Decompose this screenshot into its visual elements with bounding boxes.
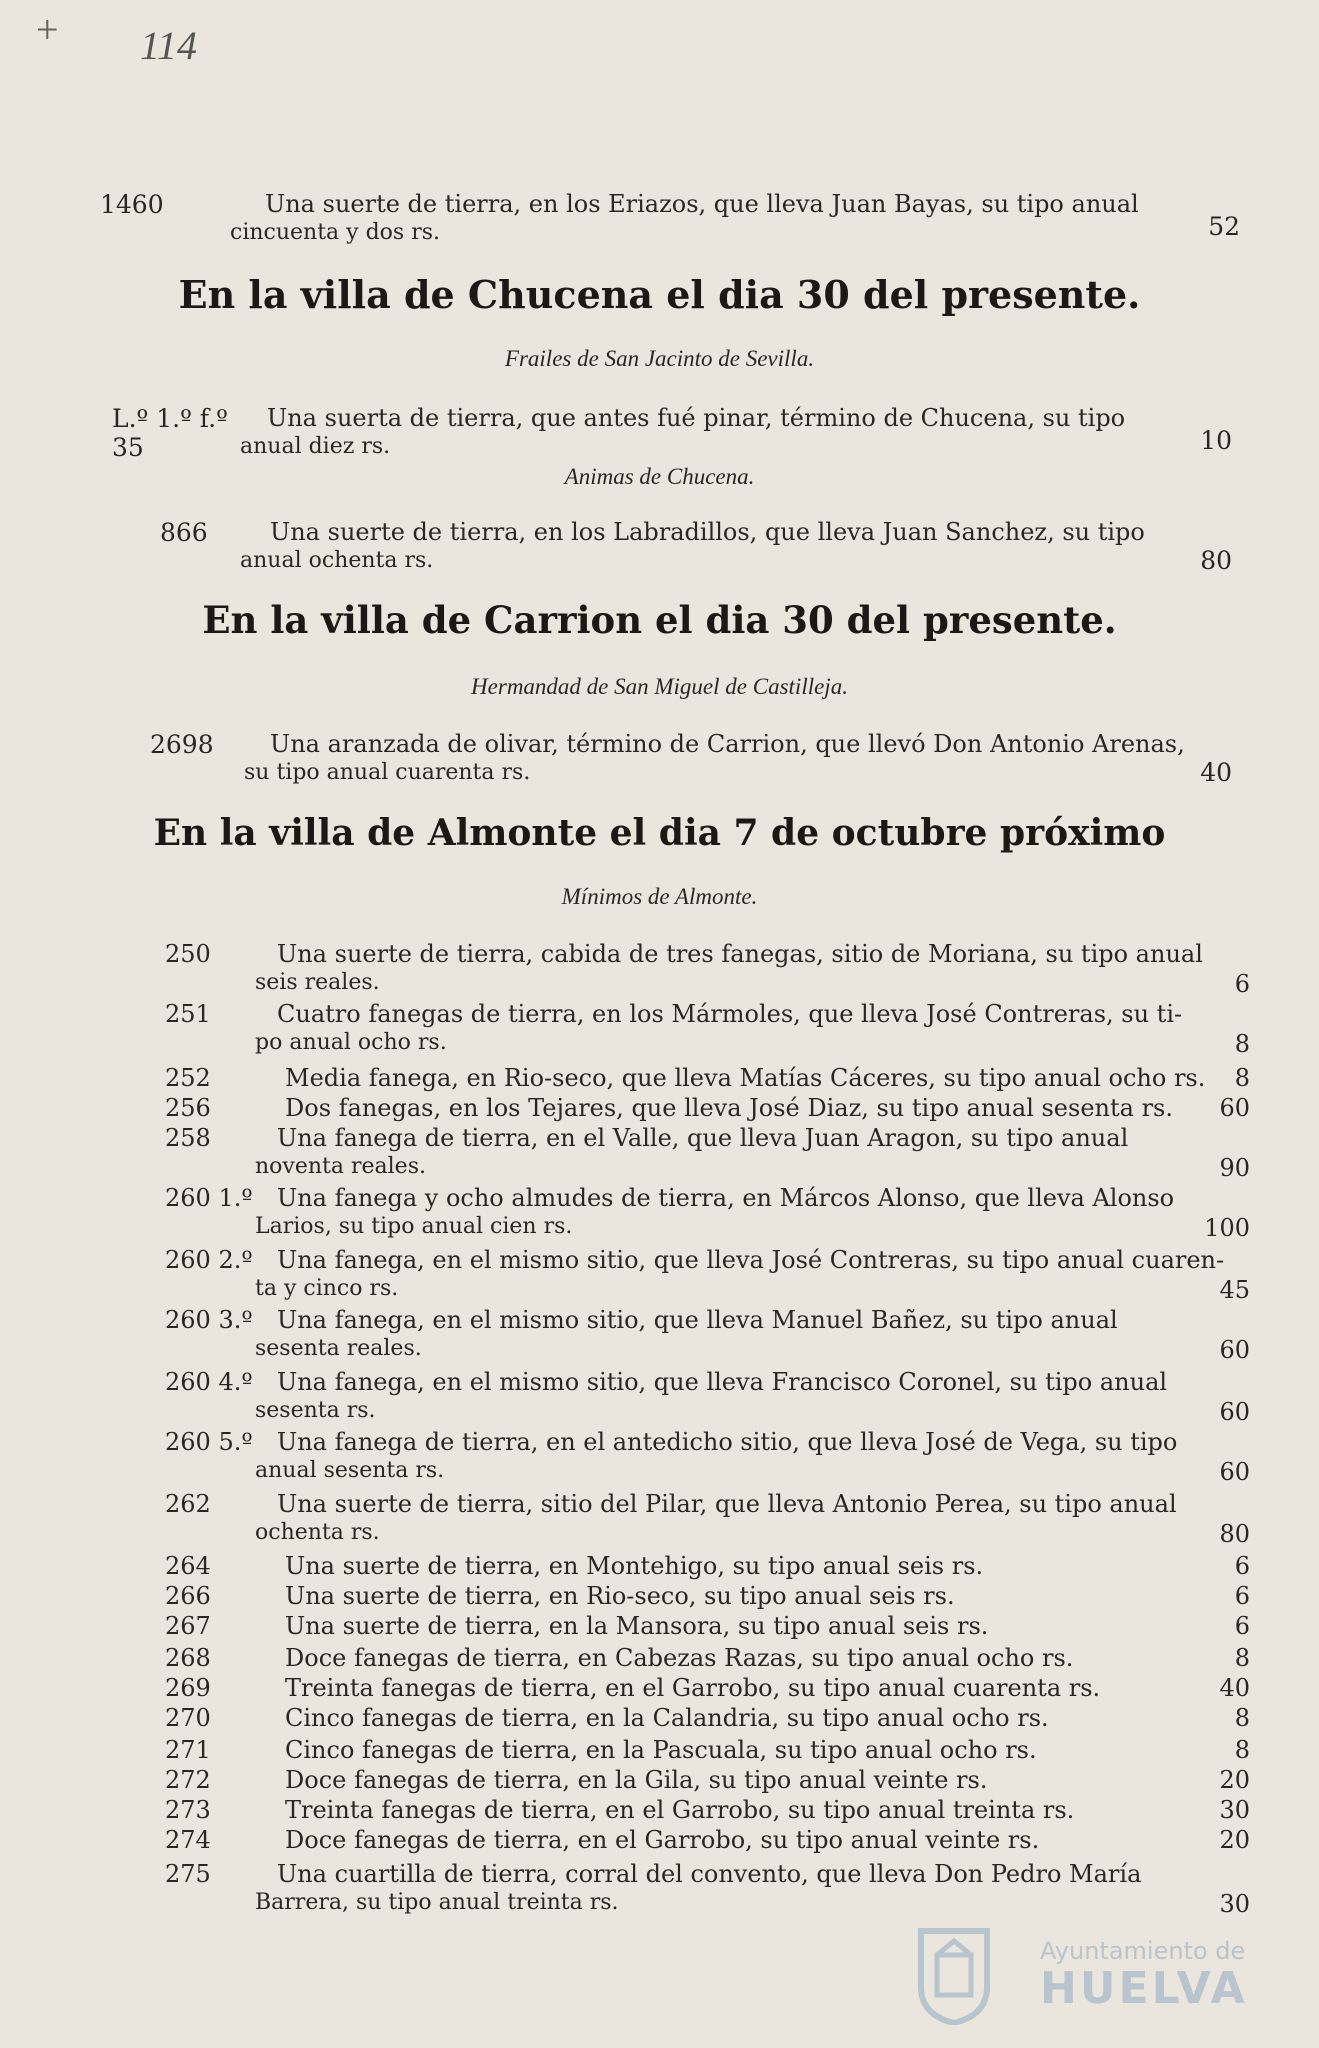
- entry-price: 40: [1219, 1674, 1250, 1702]
- entry-price: 20: [1219, 1766, 1250, 1794]
- entry-line: Una aranzada de olivar, término de Carrion, que llevó Don Antonio Arenas,: [270, 730, 1185, 758]
- list-item: [112, 518, 1232, 576]
- entry-line: Una suerte de tierra, en Montehigo, su tipo anual seis rs.: [285, 1552, 984, 1580]
- entry-line: Una fanega, en el mismo sitio, que lleva Francisco Coronel, su tipo anual: [277, 1368, 1168, 1396]
- entry-line: Doce fanegas de tierra, en el Garrobo, su tipo anual veinte rs.: [285, 1826, 1040, 1854]
- list-item: [165, 1644, 1250, 1674]
- entry-number: 1460: [100, 190, 164, 219]
- list-item: [165, 1184, 1250, 1244]
- entry-line-continued: cincuenta y dos rs.: [230, 220, 440, 245]
- entry-price: 6: [1234, 1612, 1250, 1640]
- entry-line-continued: Larios, su tipo anual cien rs.: [255, 1214, 573, 1239]
- watermark: [915, 1915, 1275, 2035]
- entry-price: 8: [1234, 1704, 1250, 1732]
- entry-price: 8: [1234, 1644, 1250, 1672]
- entry-price: 10: [1200, 426, 1232, 455]
- entry-line: Una suerte de tierra, en los Eriazos, que lleva Juan Bayas, su tipo anual: [265, 190, 1139, 218]
- list-item: [165, 1860, 1250, 1920]
- entry-price: 60: [1219, 1398, 1250, 1426]
- entry-line: Una suerte de tierra, sitio del Pilar, que lleva Antonio Perea, su tipo anual: [277, 1490, 1177, 1518]
- entry-price: 40: [1200, 758, 1232, 787]
- section-subheading: Hermandad de San Miguel de Castilleja.: [471, 674, 848, 699]
- entry-number: 260 3.º: [165, 1306, 253, 1334]
- entry-number: 251: [165, 1000, 211, 1028]
- entry-line-continued: noventa reales.: [255, 1154, 426, 1179]
- entry-line-continued: anual sesenta rs.: [255, 1458, 445, 1483]
- entry-line: Doce fanegas de tierra, en la Gila, su tipo anual veinte rs.: [285, 1766, 988, 1794]
- entry-price: 30: [1219, 1796, 1250, 1824]
- entry-line-continued: po anual ocho rs.: [255, 1030, 447, 1055]
- list-item: [100, 190, 1240, 250]
- entry-price: 90: [1219, 1154, 1250, 1182]
- entry-line-continued: sesenta reales.: [255, 1336, 422, 1361]
- list-item: [165, 1552, 1250, 1582]
- entry-price: 60: [1219, 1094, 1250, 1122]
- entry-line-continued: ochenta rs.: [255, 1520, 380, 1545]
- entry-price: 60: [1219, 1458, 1250, 1486]
- entry-number: 252: [165, 1064, 211, 1092]
- entry-number: 268: [165, 1644, 211, 1672]
- entry-price: 45: [1219, 1276, 1250, 1304]
- watermark-line1: Ayuntamiento de: [1040, 1937, 1246, 1965]
- section-heading-carrion: En la villa de Carrion el dia 30 del presente.: [202, 598, 1117, 642]
- entry-line: Una suerte de tierra, en Rio-seco, su tipo anual seis rs.: [285, 1582, 955, 1610]
- section-heading-chucena: En la villa de Chucena el dia 30 del presente.: [178, 272, 1141, 317]
- entry-number: 271: [165, 1736, 211, 1764]
- section-subheading: Mínimos de Almonte.: [561, 884, 758, 909]
- city-shield-icon: [915, 1925, 993, 2025]
- list-item: [165, 1490, 1250, 1550]
- entry-line: Una fanega de tierra, en el antedicho sitio, que lleva José de Vega, su tipo: [277, 1428, 1178, 1456]
- entry-number: 264: [165, 1552, 211, 1580]
- entry-price: 30: [1219, 1890, 1250, 1918]
- list-item: [165, 1428, 1250, 1488]
- entry-price: 6: [1234, 970, 1250, 998]
- list-item: [165, 1094, 1250, 1124]
- entry-price: 20: [1219, 1826, 1250, 1854]
- list-item: [165, 1306, 1250, 1366]
- entry-number: 272: [165, 1766, 211, 1794]
- list-item: [165, 1000, 1250, 1060]
- entry-price: 100: [1204, 1214, 1250, 1242]
- entry-price: 6: [1234, 1582, 1250, 1610]
- entry-line-continued: sesenta rs.: [255, 1398, 376, 1423]
- entry-line: Dos fanegas, en los Tejares, que lleva José Diaz, su tipo anual sesenta rs.: [285, 1094, 1173, 1122]
- entry-number: 256: [165, 1094, 211, 1122]
- entry-line-continued: ta y cinco rs.: [255, 1276, 399, 1301]
- list-item: [165, 1736, 1250, 1766]
- list-item: [165, 1368, 1250, 1428]
- entry-number: 269: [165, 1674, 211, 1702]
- entry-line: Treinta fanegas de tierra, en el Garrobo, su tipo anual treinta rs.: [285, 1796, 1075, 1824]
- list-item: [165, 1674, 1250, 1704]
- entry-number: 273: [165, 1796, 211, 1824]
- list-item: [112, 730, 1232, 788]
- entry-price: 80: [1200, 546, 1232, 575]
- entry-number: 274: [165, 1826, 211, 1854]
- entry-price: 52: [1208, 212, 1240, 241]
- corner-mark: +: [36, 7, 59, 52]
- section-heading-almonte: En la villa de Almonte el dia 7 de octubre próximo: [153, 812, 1166, 854]
- entry-line-continued: su tipo anual cuarenta rs.: [244, 760, 531, 785]
- watermark-line2: HUELVA: [1040, 1963, 1248, 2014]
- entry-number: 258: [165, 1124, 211, 1152]
- section-subheading: Animas de Chucena.: [564, 464, 755, 489]
- entry-price: 6: [1234, 1552, 1250, 1580]
- entry-line: Cuatro fanegas de tierra, en los Mármoles, que lleva José Contreras, su ti-: [277, 1000, 1183, 1028]
- entry-line-continued: seis reales.: [255, 970, 380, 995]
- entry-line-continued: anual ochenta rs.: [240, 548, 434, 573]
- entry-line-continued: anual diez rs.: [240, 434, 391, 459]
- entry-line: Una fanega, en el mismo sitio, que lleva Manuel Bañez, su tipo anual: [277, 1306, 1118, 1334]
- entry-line: Una suerte de tierra, en la Mansora, su tipo anual seis rs.: [285, 1612, 989, 1640]
- entry-line: Una suerte de tierra, en los Labradillos, que lleva Juan Sanchez, su tipo: [270, 518, 1145, 546]
- entry-line: Una suerte de tierra, cabida de tres fanegas, sitio de Moriana, su tipo anual: [277, 940, 1203, 968]
- entry-line: Una suerta de tierra, que antes fué pinar, término de Chucena, su tipo: [267, 404, 1126, 432]
- entry-number: 866: [160, 518, 208, 547]
- entry-price: 8: [1234, 1736, 1250, 1764]
- list-item: [165, 1124, 1250, 1184]
- list-item: [165, 1704, 1250, 1734]
- entry-number: 262: [165, 1490, 211, 1518]
- entry-line: Cinco fanegas de tierra, en la Calandria, su tipo anual ocho rs.: [285, 1704, 1049, 1732]
- entry-line: Una fanega y ocho almudes de tierra, en Márcos Alonso, que lleva Alonso: [277, 1184, 1175, 1212]
- list-item: [165, 1064, 1250, 1094]
- entry-line: Una fanega de tierra, en el Valle, que lleva Juan Aragon, su tipo anual: [277, 1124, 1129, 1152]
- entry-number: 260 1.º: [165, 1184, 253, 1212]
- list-item: [165, 1796, 1250, 1826]
- entry-number: 270: [165, 1704, 211, 1732]
- entry-number: 260 5.º: [165, 1428, 253, 1456]
- list-item: [165, 1612, 1250, 1642]
- list-item: [165, 1582, 1250, 1612]
- list-item: [165, 1766, 1250, 1796]
- entry-number: 266: [165, 1582, 211, 1610]
- section-subheading: Frailes de San Jacinto de Sevilla.: [504, 346, 815, 371]
- entry-price: 8: [1234, 1030, 1250, 1058]
- entry-price: 60: [1219, 1336, 1250, 1364]
- entry-line: Media fanega, en Rio-seco, que lleva Matías Cáceres, su tipo anual ocho rs.: [285, 1064, 1206, 1092]
- entry-line-continued: Barrera, su tipo anual treinta rs.: [255, 1890, 619, 1915]
- list-item: [165, 1826, 1250, 1856]
- list-item: [165, 1246, 1250, 1306]
- entry-number: 267: [165, 1612, 211, 1640]
- entry-number: 250: [165, 940, 211, 968]
- folio-number: 114: [140, 23, 198, 68]
- list-item: [165, 940, 1250, 1000]
- entry-number: 260 2.º: [165, 1246, 253, 1274]
- entry-number: L.º 1.º f.º 35: [112, 404, 228, 462]
- entry-number: 2698: [150, 730, 214, 759]
- entry-line: Doce fanegas de tierra, en Cabezas Razas, su tipo anual ocho rs.: [285, 1644, 1074, 1672]
- entry-number: 275: [165, 1860, 211, 1888]
- entry-line: Treinta fanegas de tierra, en el Garrobo, su tipo anual cuarenta rs.: [285, 1674, 1101, 1702]
- entry-line: Una fanega, en el mismo sitio, que lleva José Contreras, su tipo anual cuaren-: [277, 1246, 1225, 1274]
- entry-number: 260 4.º: [165, 1368, 253, 1396]
- entry-price: 80: [1219, 1520, 1250, 1548]
- entry-price: 8: [1234, 1064, 1250, 1092]
- entry-line: Cinco fanegas de tierra, en la Pascuala, su tipo anual ocho rs.: [285, 1736, 1037, 1764]
- list-item: [112, 404, 1232, 462]
- entry-line: Una cuartilla de tierra, corral del convento, que lleva Don Pedro María: [277, 1860, 1142, 1888]
